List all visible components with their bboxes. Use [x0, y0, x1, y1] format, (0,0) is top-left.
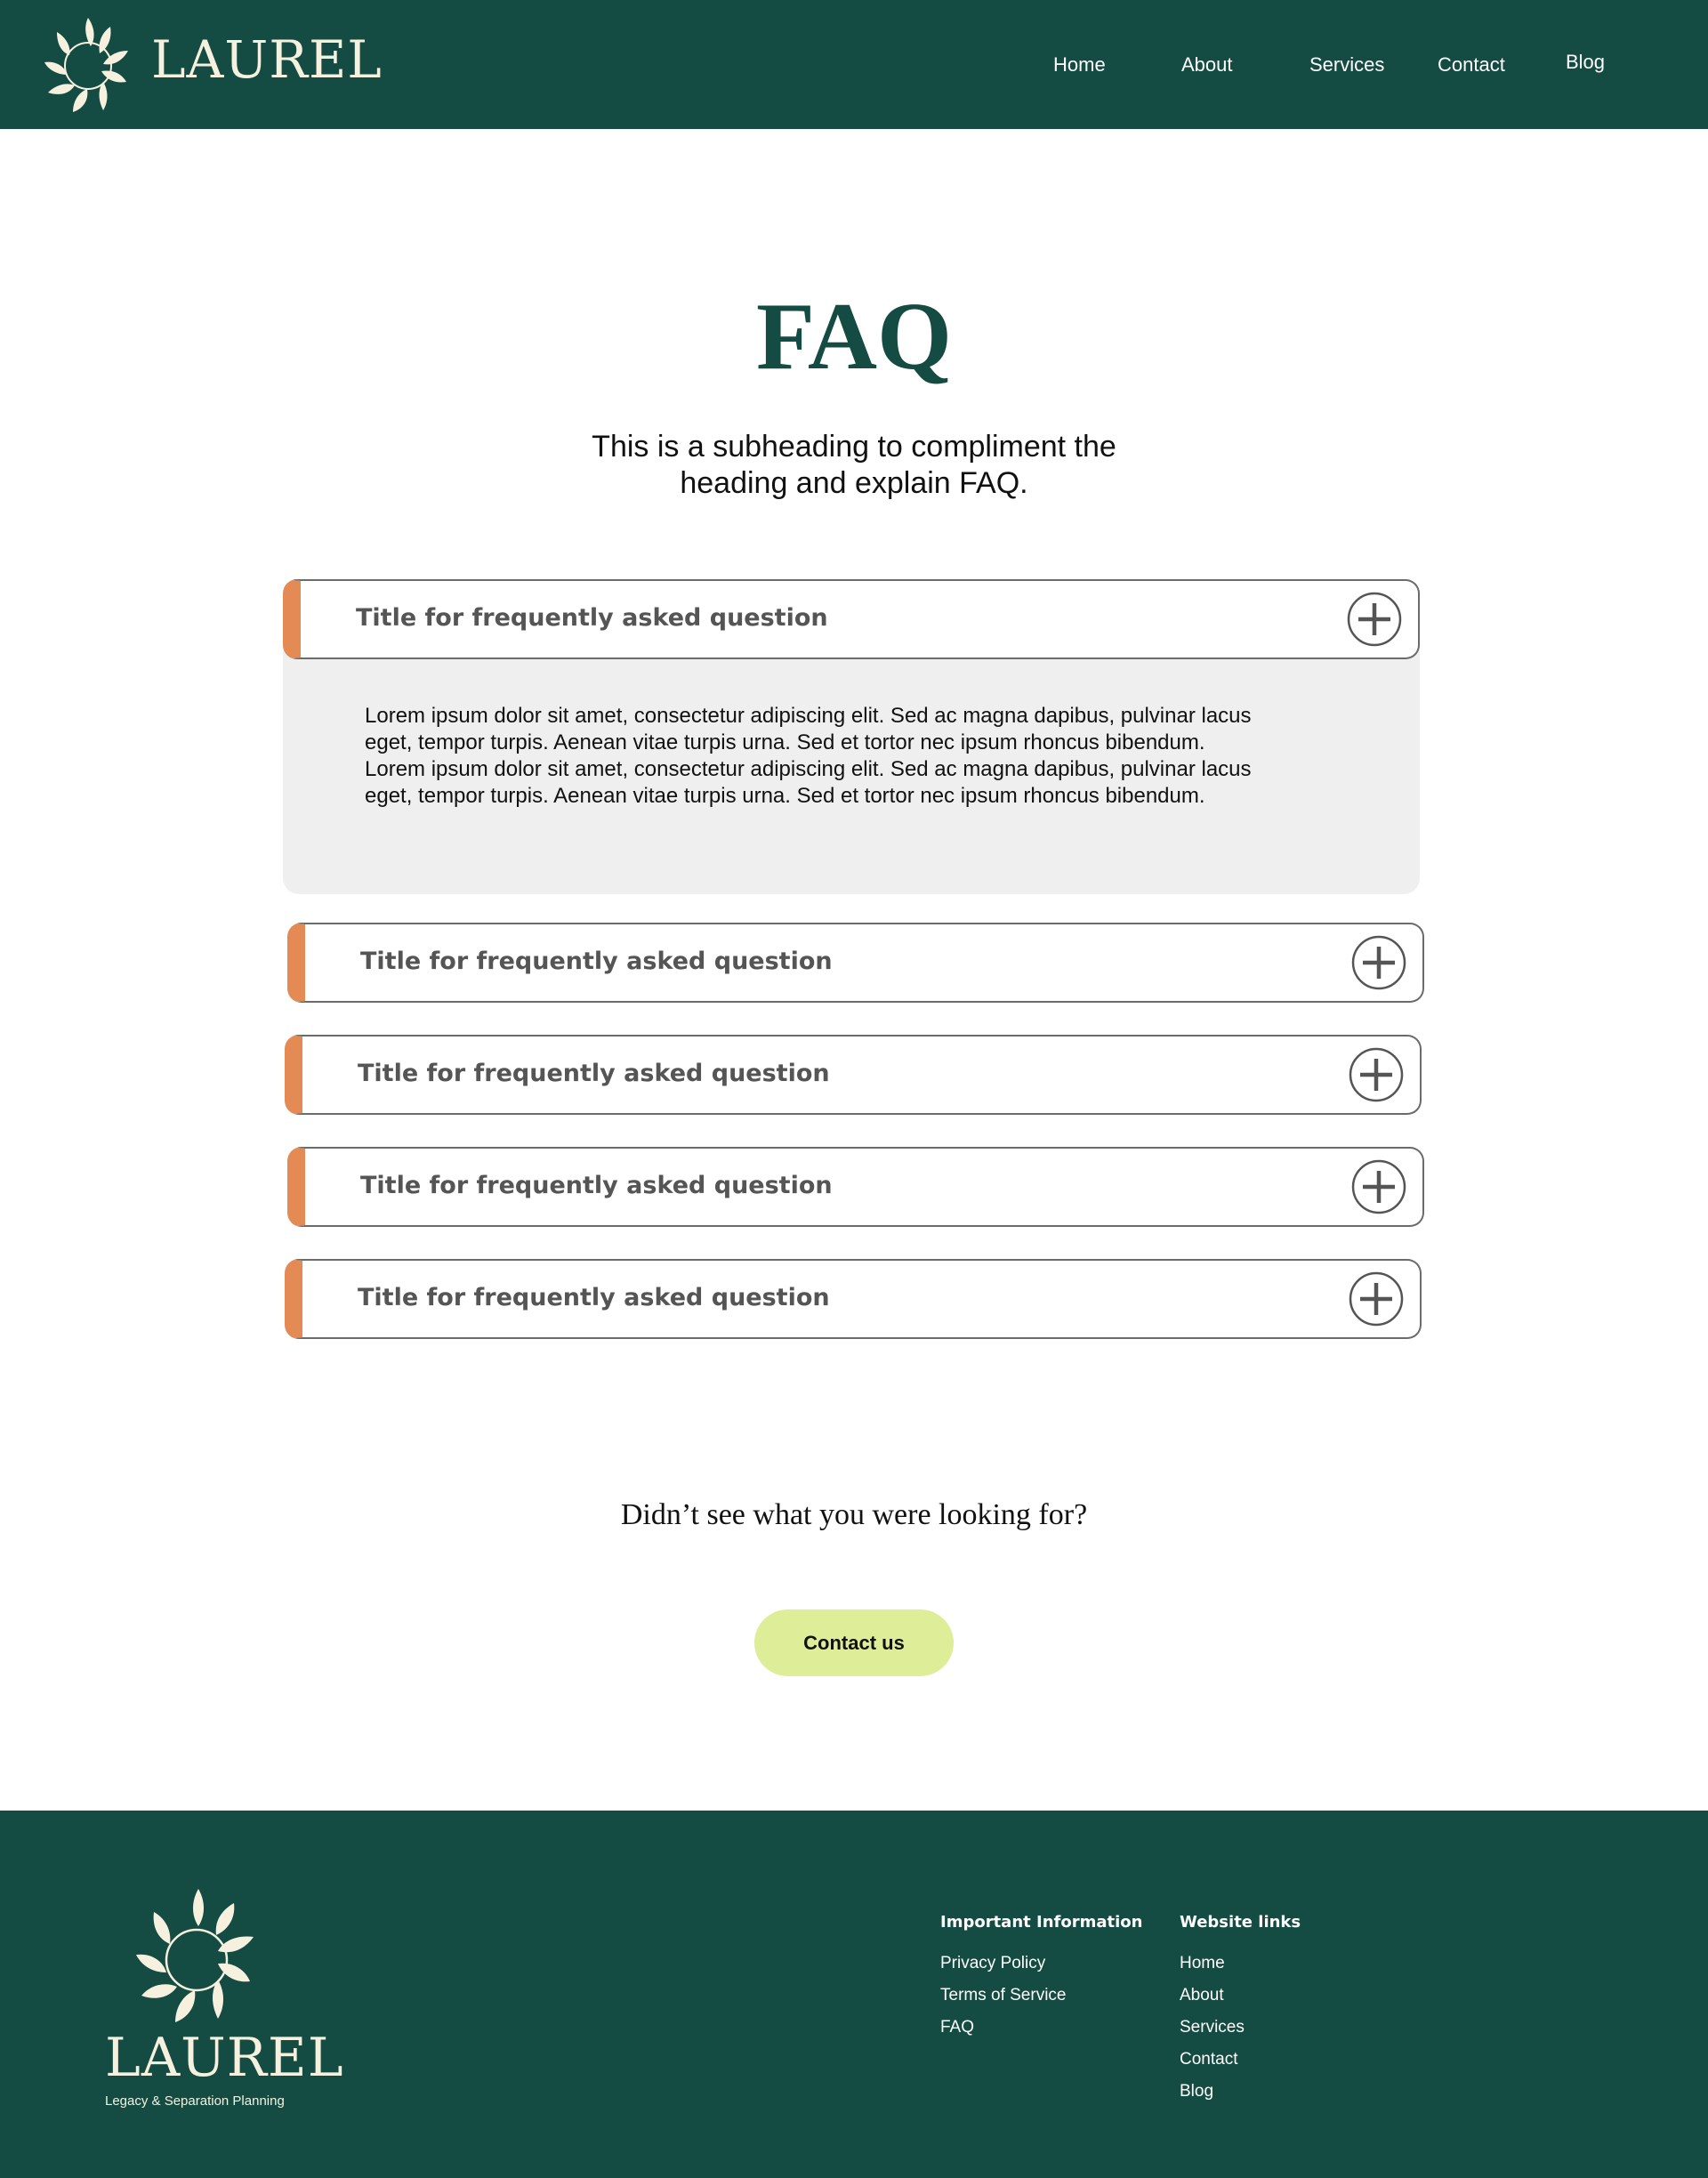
footer-link-privacy-policy[interactable]: Privacy Policy [940, 1954, 1046, 1972]
faq-answer-text: Lorem ipsum dolor sit amet, consectetur adipiscing elit. Sed ac magna dapibus, pulvinar lacus eget, tempor turpis. Aenean vitae turpis urna. Sed et tortor nec ipsum rhoncus bibendum. Lorem ipsum dolor sit amet, consectetur adipiscing elit. Sed ac magna dapibus, pulvinar lacus eget, tempor turpis. Aenean vitae turpis urna. Sed et tortor nec ipsum rhoncus bibendum. [365, 704, 1252, 808]
plus-circle-icon[interactable] [1347, 592, 1402, 647]
site-footer [0, 1811, 1708, 2178]
logo-wordmark[interactable]: LAUREL [151, 29, 383, 90]
faq-question-label: Title for frequently asked question [358, 1060, 830, 1087]
footer-tagline: Legacy & Separation Planning [105, 2093, 285, 2109]
footer-link-services[interactable]: Services [1180, 2018, 1245, 2037]
footer-link-terms-of-service[interactable]: Terms of Service [940, 1986, 1067, 2005]
footer-link-home[interactable]: Home [1180, 1954, 1225, 1972]
footer-column-important-information [940, 1913, 1142, 2044]
faq-question-label: Title for frequently asked question [358, 1284, 830, 1311]
footer-column-heading: Website links [1180, 1913, 1301, 1932]
faq-item-2[interactable] [287, 923, 1424, 1003]
cta-heading: Didn’t see what you were looking for? [620, 1498, 1088, 1531]
faq-question-label: Title for frequently asked question [360, 1172, 833, 1199]
footer-link-faq[interactable]: FAQ [940, 2018, 975, 2037]
plus-circle-icon[interactable] [1349, 1047, 1404, 1102]
footer-column-website-links [1180, 1913, 1301, 2108]
plus-circle-icon[interactable] [1351, 935, 1406, 990]
footer-link-about[interactable]: About [1180, 1986, 1224, 2005]
footer-logo-wordmark[interactable]: LAUREL [105, 2027, 344, 2089]
plus-circle-icon[interactable] [1349, 1271, 1404, 1327]
nav-home[interactable]: Home [1053, 53, 1106, 76]
nav-services[interactable]: Services [1309, 53, 1385, 76]
footer-link-blog[interactable]: Blog [1180, 2082, 1214, 2101]
faq-item-4[interactable] [287, 1147, 1424, 1227]
nav-contact[interactable]: Contact [1438, 53, 1505, 76]
faq-item-1[interactable] [283, 579, 1420, 659]
nav-about[interactable]: About [1181, 53, 1233, 76]
page-title: FAQ [756, 284, 952, 390]
footer-column-heading: Important Information [940, 1913, 1143, 1932]
page-subheading: This is a subheading to compliment the heading and explain FAQ. [592, 430, 1116, 500]
faq-answer-panel [283, 641, 1420, 894]
site-header [0, 0, 1708, 129]
plus-circle-icon[interactable] [1351, 1159, 1406, 1214]
faq-question-label: Title for frequently asked question [360, 948, 833, 975]
faq-question-label: Title for frequently asked question [356, 604, 828, 632]
contact-us-button[interactable]: Contact us [754, 1609, 954, 1676]
laurel-wreath-icon[interactable] [39, 11, 137, 119]
faq-item-5[interactable] [285, 1259, 1422, 1339]
footer-link-contact[interactable]: Contact [1180, 2050, 1238, 2069]
faq-item-3[interactable] [285, 1035, 1422, 1115]
nav-blog[interactable]: Blog [1566, 51, 1606, 73]
